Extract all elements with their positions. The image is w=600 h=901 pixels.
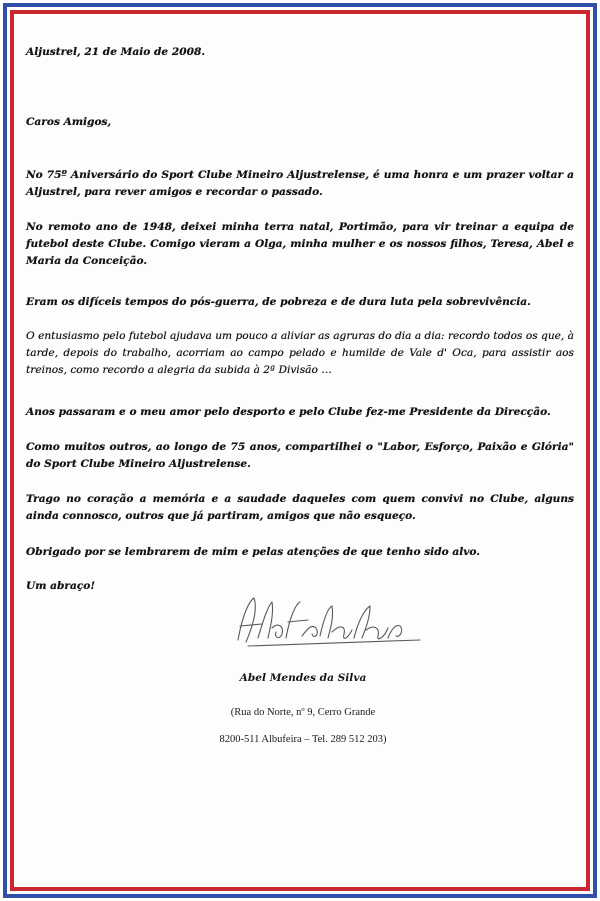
- paragraph-5: Anos passaram e o meu amor pelo desporto e pelo Clube fez-me Presidente da Direcção.: [26, 406, 551, 418]
- paragraph-8: Obrigado por se lembrarem de mim e pelas atenções de que tenho sido alvo.: [26, 546, 480, 558]
- handwritten-signature: [228, 588, 428, 658]
- paragraph-7: Trago no coração a memória e a saudade daqueles com quem convivi no Clube, alguns ainda connosco, outros que já partiram, amigos que não esqueço.: [26, 493, 574, 522]
- paragraph-6: Como muitos outros, ao longo de 75 anos, compartilhei o "Labor, Esforço, Paixão e Glória" do Sport Clube Mineiro Aljustrelense.: [26, 441, 574, 470]
- letter-closing: Um abraço!: [26, 580, 96, 592]
- paragraph-1: No 75º Aniversário do Sport Clube Mineiro Aljustrelense, é uma honra e um prazer voltar a Aljustrel, para rever amigos e recordar o passado.: [26, 169, 574, 198]
- paragraph-4: O entusiasmo pelo futebol ajudava um pouco a aliviar as agruras do dia a dia: recordo todos os que, à tarde, depois do trabalho, acorriam ao campo pelado e humilde de Vale d' Oca, para assistir aos treinos, como recordo a alegria da subida à 2ª Divisão …: [26, 330, 574, 376]
- letter-date: Aljustrel, 21 de Maio de 2008.: [26, 46, 206, 58]
- paragraph-2: No remoto ano de 1948, deixei minha terra natal, Portimão, para vir treinar a equipa de futebol deste Clube. Comigo vieram a Olga, minha mulher e os nossos filhos, Teresa, Abel e Maria da Conceição.: [26, 221, 574, 267]
- address-line-2: 8200-511 Albufeira – Tel. 289 512 203): [219, 734, 387, 745]
- letter-greeting: Caros Amigos,: [26, 116, 112, 128]
- signatory-name: Abel Mendes da Silva: [239, 672, 367, 684]
- address-line-1: (Rua do Norte, nº 9, Cerro Grande: [230, 707, 376, 718]
- paragraph-3: Eram os difíceis tempos do pós-guerra, de pobreza e de dura luta pela sobrevivência.: [26, 296, 531, 308]
